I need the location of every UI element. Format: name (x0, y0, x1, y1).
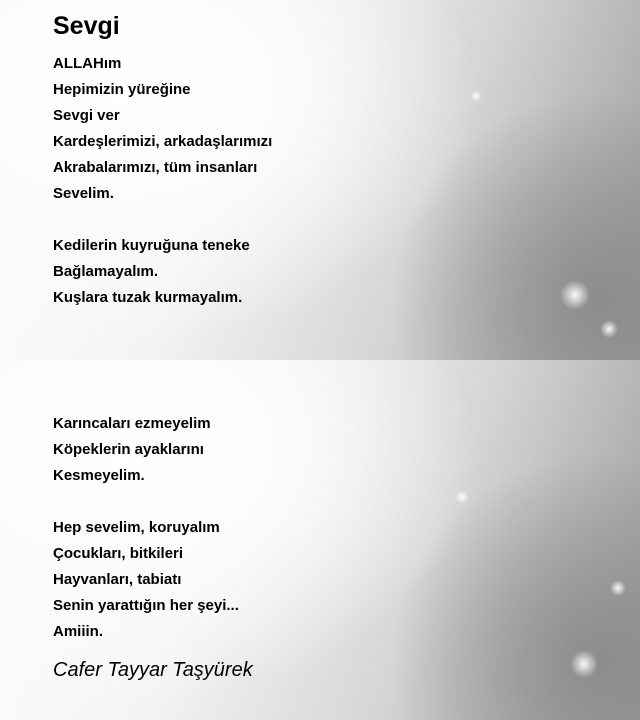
poem-line: Karıncaları ezmeyelim (53, 415, 211, 432)
poem-stanza-4 (53, 515, 239, 645)
poem-line: Çocukları, bitkileri (53, 545, 184, 562)
poem-line: Amiiin. (53, 623, 104, 640)
sparkle-decoration (560, 280, 590, 310)
poem-line: ALLAHım (53, 55, 122, 72)
poem-line: Senin yarattığın her şeyi... (53, 597, 239, 614)
poem-line: Kuşlara tuzak kurmayalım. (53, 289, 243, 306)
poem-line: Hayvanları, tabiatı (53, 571, 182, 588)
poem-line: Hep sevelim, koruyalım (53, 519, 220, 536)
poem-line: Bağlamayalım. (53, 263, 159, 280)
poem-line: Kesmeyelim. (53, 467, 145, 484)
sparkle-decoration (600, 320, 618, 338)
poem-author: Cafer Tayyar Taşyürek (53, 659, 253, 681)
poem-line: Kardeşlerimizi, arkadaşlarımızı (53, 133, 273, 150)
poem-line: Sevelim. (53, 185, 114, 202)
poem-stanza-2 (53, 233, 250, 311)
poem-card-bottom (0, 360, 640, 720)
sparkle-decoration (610, 580, 626, 596)
poem-line: Kedilerin kuyruğuna teneke (53, 237, 250, 254)
poem-stanza-1 (53, 51, 272, 207)
poem-line: Akrabalarımızı, tüm insanları (53, 159, 258, 176)
poem-line: Köpeklerin ayaklarını (53, 441, 204, 458)
sparkle-decoration (455, 490, 469, 504)
poem-line: Sevgi ver (53, 107, 120, 124)
sparkle-decoration (470, 90, 482, 102)
sparkle-decoration (570, 650, 598, 678)
poem-line: Hepimizin yüreğine (53, 81, 191, 98)
poem-title: Sevgi (53, 12, 120, 40)
poem-stanza-3 (53, 411, 211, 489)
